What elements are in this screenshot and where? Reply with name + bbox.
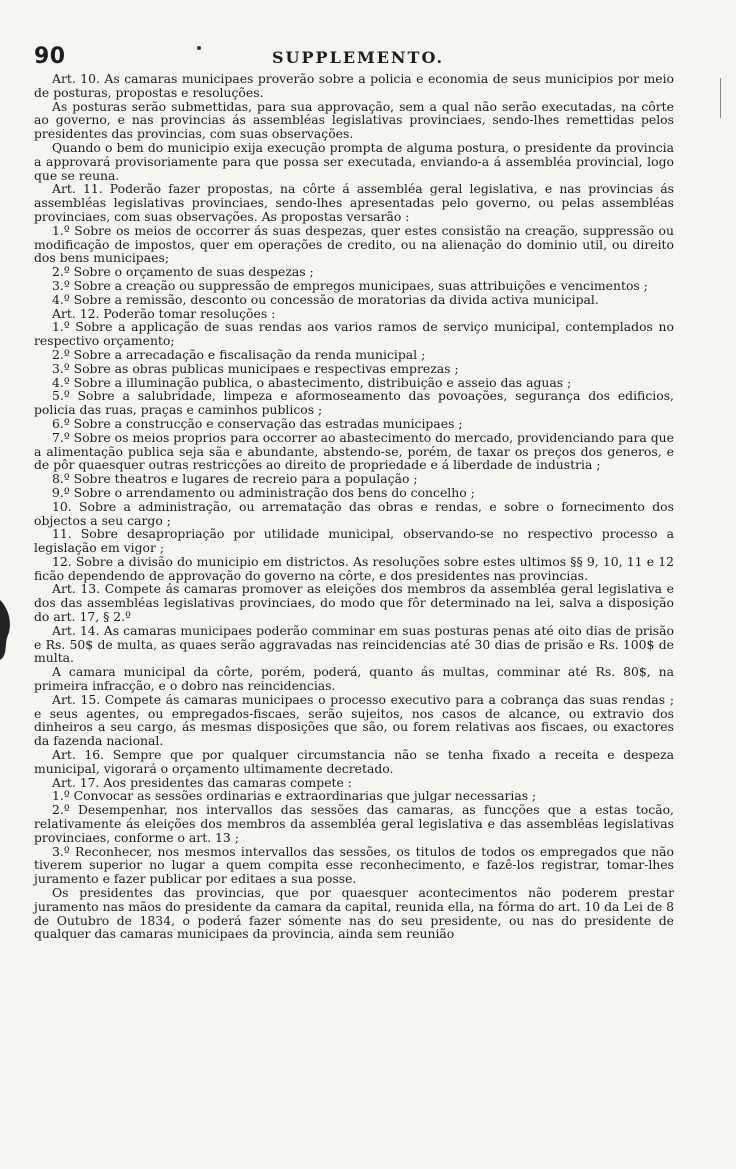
paragraph: Art. 15. Compete ás camaras municipaes o processo executivo para a cobrança das suas rendas ; e seus agentes, ou empregados-fiscaes, serão sujeitos, nos casos de alcance, ou extravio dos dinheiros a seu cargo, ás mesmas disposições que são, ou forem relativas aos fiscaes, ou exactores da fazenda nacional. <box>34 691 674 749</box>
paragraph: 4.º Sobre a remissão, desconto ou concessão de moratorias da divida activa municipal. <box>52 291 599 307</box>
paragraph: 1.º Sobre a applicação de suas rendas aos varios ramos de serviço municipal, contemplados no respectivo orçamento; <box>34 319 674 349</box>
paragraph: 11. Sobre desapropriação por utilidade municipal, observando-se no respectivo processo a legislação em vigor ; <box>34 526 674 556</box>
paragraph: 10. Sobre a administração, ou arrematação das obras e rendas, e sobre o fornecimento dos objectos a seu cargo ; <box>34 498 674 528</box>
paragraph: Os presidentes das provincias, que por quaesquer acontecimentos não poderem prestar juramento nas mãos do presidente da camara da capital, reunida ella, na fórma do art. 10 da Lei de 8 de Outubro de 1834, o poderá fazer sómente nas do seu presidente, ou nas do presidente de qualquer das camaras municipaes da provincia, ainda sem reunião <box>34 885 674 942</box>
paragraph: 6.º Sobre a construcção e conservação das estradas municipaes ; <box>52 415 463 431</box>
paragraph: 9.º Sobre o arrendamento ou administração dos bens do concelho ; <box>52 484 475 500</box>
paragraph: Art. 10. As camaras municipaes proverão sobre a policia e economia de seus municipios por meio de posturas, propostas e resoluções. <box>34 71 674 100</box>
paragraph: 2.º Desempenhar, nos intervallos das sessões das camaras, as funcções que a estas tocão, relativamente ás eleições dos membros da assembléa geral legislativa e das assembléas legislativas provinciaes, conforme o art. 13 ; <box>34 802 674 845</box>
paragraph: 8.º Sobre theatros e lugares de recreio para a população ; <box>52 471 418 487</box>
paragraph: 3.º Reconhecer, nos mesmos intervallos das sessões, os titulos de todos os empregados que não tiverem superior no lugar a quem compita esse reconhecimento, e fazê-los registrar, tomar-lhes juramento e fazer publicar por editaes a sua posse. <box>34 843 674 887</box>
page-header <box>34 44 674 72</box>
page-number: 90 <box>34 44 66 69</box>
running-title: SUPPLEMENTO. <box>272 48 445 67</box>
paragraph: 2.º Sobre o orçamento de suas despezas ; <box>52 264 314 280</box>
paragraph: 3.º Sobre a creação ou suppressão de empregos municipaes, suas attribuições e vencimentos ; <box>52 277 648 293</box>
paragraph: A camara municipal da côrte, porém, poderá, quanto ás multas, comminar até Rs. 80$, na primeira infracção, e o dobro nas reincidencias. <box>34 664 674 694</box>
paragraph: As posturas serão submettidas, para sua approvação, sem a qual não serão executadas, na côrte ao governo, e nas provincias ás assembléas legislativas provinciaes, sendo-lhes remettidas pelos presidentes das provincias, com suas observações. <box>34 98 674 142</box>
paragraph: 3.º Sobre as obras publicas municipaes e respectivas emprezas ; <box>52 360 459 376</box>
body-text <box>34 72 674 941</box>
paragraph: Art. 13. Compete ás camaras promover as eleições dos membros da assembléa geral legislativa e dos das assembléas legislativas provinciaes, do modo que fôr determinado na lei, salva a disposição do art. 17, § 2.º <box>34 581 674 625</box>
paragraph: Art. 14. As camaras municipaes poderão comminar em suas posturas penas até oito dias de prisão e Rs. 50$ de multa, as quaes serão aggravadas nas reincidencias até 30 dias de prisão e Rs. 100$ de multa. <box>34 622 674 666</box>
paragraph: Art. 12. Poderão tomar resoluções : <box>52 305 276 321</box>
paragraph: 1.º Sobre os meios de occorrer ás suas despezas, quer estes consistão na creação, suppressão ou modificação de impostos, quer em operações de credito, ou na alienação do dominio util, ou direito dos bens municipaes; <box>34 222 674 266</box>
paragraph: 5.º Sobre a salubridade, limpeza e aformoseamento das povoações, segurança dos edificios, policia das ruas, praças e caminhos publicos ; <box>34 388 674 418</box>
paragraph: Art. 17. Aos presidentes das camaras compete : <box>52 774 352 790</box>
paragraph: 1.º Convocar as sessões ordinarias e extraordinarias que julgar necessarias ; <box>52 788 537 804</box>
paragraph: 7.º Sobre os meios proprios para occorrer ao abastecimento do mercado, providenciando para que a alimentação publica seja sãa e abundante, abstendo-se, porém, de taxar os preços dos generos, e de pôr quaesquer outras restricções ao direito de propriedade e á liberdade de industria ; <box>34 429 674 473</box>
paragraph: 12. Sobre a divisão do municipio em districtos. As resoluções sobre estes ultimos §§ 9, 10, 11 e 12 ficão dependendo de approvação do governo na côrte, e dos presidentes nas provincias. <box>34 553 674 583</box>
paragraph: 4.º Sobre a illuminação publica, o abastecimento, distribuição e asseio das aguas ; <box>52 374 572 390</box>
print-mark <box>197 46 201 50</box>
paragraph: 2.º Sobre a arrecadação e fiscalisação da renda municipal ; <box>52 346 426 362</box>
page-edge-mark <box>0 600 12 660</box>
paragraph: Art. 16. Sempre que por qualquer circumstancia não se tenha fixado a receita e despeza municipal, vigorará o orçamento ultimamente decretado. <box>34 747 674 776</box>
paragraph: Art. 11. Poderão fazer propostas, na côrte á assembléa geral legislativa, e nas provincias ás assembléas legislativas provinciaes, sendo-lhes apresentadas pelo governo, ou pelas assembléas provinciaes, com suas observações. As propostas versarão : <box>34 181 674 224</box>
paragraph: Quando o bem do municipio exija execução prompta de alguma postura, o presidente da provincia a approvará provisoriamente para que possa ser executada, enviando-a á assembléa provincial, logo que se reuna. <box>34 139 674 183</box>
document-page <box>34 44 674 941</box>
margin-mark <box>720 78 721 118</box>
